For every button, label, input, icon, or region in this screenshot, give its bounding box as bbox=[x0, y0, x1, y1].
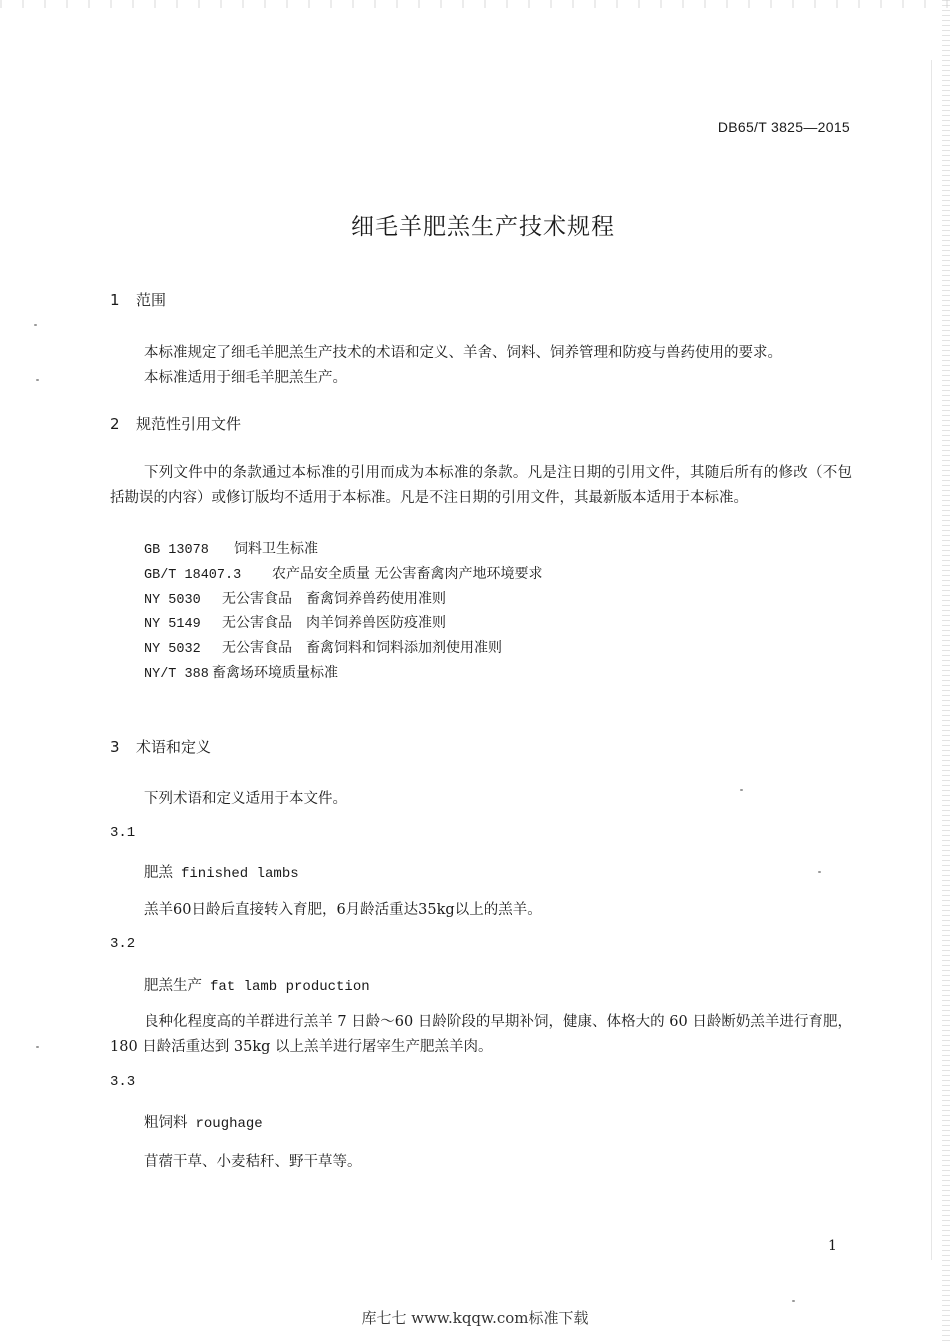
standard-code: DB65/T 3825—2015 bbox=[717, 119, 850, 135]
term-number: 3.3 bbox=[110, 1074, 136, 1090]
section-number: 2 bbox=[110, 415, 120, 433]
term-heading bbox=[144, 1111, 263, 1132]
reference-code: GB 13078 bbox=[144, 543, 209, 558]
page-number: 1 bbox=[828, 1238, 837, 1254]
term-cn: 肥羔 bbox=[144, 865, 173, 881]
term-number: 3.2 bbox=[110, 936, 136, 952]
term-cn: 肥羔生产 bbox=[144, 978, 202, 994]
scan-speck bbox=[740, 789, 743, 791]
scan-speck bbox=[36, 379, 39, 381]
scan-speck bbox=[34, 324, 37, 326]
term-number: 3.1 bbox=[110, 825, 136, 841]
term-cn: 粗饲料 bbox=[144, 1115, 188, 1131]
section-number: 1 bbox=[110, 291, 120, 309]
reference-item bbox=[144, 637, 502, 657]
term-definition: 良种化程度高的羊群进行羔羊 7 日龄～60 日龄阶段的早期补饲，健康、体格大的 60 日龄断奶羔羊进行育肥，180 日龄活重达到 35kg 以上羔羊进行屠宰生产肥羔羊肉。 bbox=[110, 1014, 852, 1055]
reference-item bbox=[144, 612, 446, 632]
reference-code: NY/T 388 bbox=[144, 667, 209, 682]
section-title: 规范性引用文件 bbox=[136, 415, 242, 433]
scan-edge-right bbox=[942, 0, 950, 1344]
term-en: roughage bbox=[195, 1116, 263, 1132]
reference-name: 饲料卫生标准 bbox=[234, 541, 318, 557]
section-2-heading bbox=[110, 413, 241, 434]
reference-item bbox=[144, 588, 446, 608]
reference-code: NY 5030 bbox=[144, 593, 201, 608]
reference-code: NY 5149 bbox=[144, 617, 201, 632]
reference-code: GB/T 18407.3 bbox=[144, 568, 242, 583]
reference-item bbox=[144, 538, 318, 558]
reference-name: 无公害食品 畜禽饲养兽药使用准则 bbox=[222, 591, 446, 607]
section-title: 范围 bbox=[136, 291, 167, 309]
section-3-intro: 下列术语和定义适用于本文件。 bbox=[144, 791, 347, 807]
section-2-intro: 下列文件中的条款通过本标准的引用而成为本标准的条款。凡是注日期的引用文件，其随后所有的修改（不包括勘误的内容）或修订版均不适用于本标准。凡是不注日期的引用文件，其最新版本适用于本标准。 bbox=[110, 465, 852, 506]
section-1-paragraph: 本标准适用于细毛羊肥羔生产。 bbox=[144, 370, 347, 386]
reference-name: 无公害食品 肉羊饲养兽医防疫准则 bbox=[222, 615, 446, 631]
term-en: fat lamb production bbox=[210, 979, 370, 995]
scan-speck bbox=[792, 1300, 795, 1302]
section-1-paragraph: 本标准规定了细毛羊肥羔生产技术的术语和定义、羊舍、饲料、饲养管理和防疫与兽药使用的要求。 bbox=[144, 345, 782, 361]
term-definition: 羔羊60日龄后直接转入育肥，6月龄活重达35kg以上的羔羊。 bbox=[144, 902, 542, 918]
reference-item bbox=[144, 662, 338, 682]
term-heading bbox=[144, 974, 370, 995]
reference-item bbox=[144, 563, 542, 583]
section-title: 术语和定义 bbox=[136, 738, 212, 756]
term-en: finished lambs bbox=[181, 866, 299, 882]
section-number: 3 bbox=[110, 738, 120, 756]
section-3-heading bbox=[110, 736, 211, 757]
reference-name: 畜禽场环境质量标准 bbox=[212, 665, 338, 681]
scan-speck bbox=[818, 871, 821, 873]
term-heading bbox=[144, 861, 299, 882]
footer-watermark: 库七七 www.kqqw.com标准下载 bbox=[361, 1309, 589, 1327]
scan-speck bbox=[36, 1046, 39, 1048]
document-title: 细毛羊肥羔生产技术规程 bbox=[351, 214, 615, 240]
reference-code: NY 5032 bbox=[144, 642, 201, 657]
reference-name: 农产品安全质量 无公害畜禽肉产地环境要求 bbox=[272, 566, 543, 582]
section-1-heading bbox=[110, 289, 166, 310]
scan-edge-top bbox=[0, 0, 950, 8]
reference-name: 无公害食品 畜禽饲料和饲料添加剂使用准则 bbox=[222, 640, 502, 656]
term-definition: 苜蓿干草、小麦秸秆、野干草等。 bbox=[144, 1154, 362, 1170]
